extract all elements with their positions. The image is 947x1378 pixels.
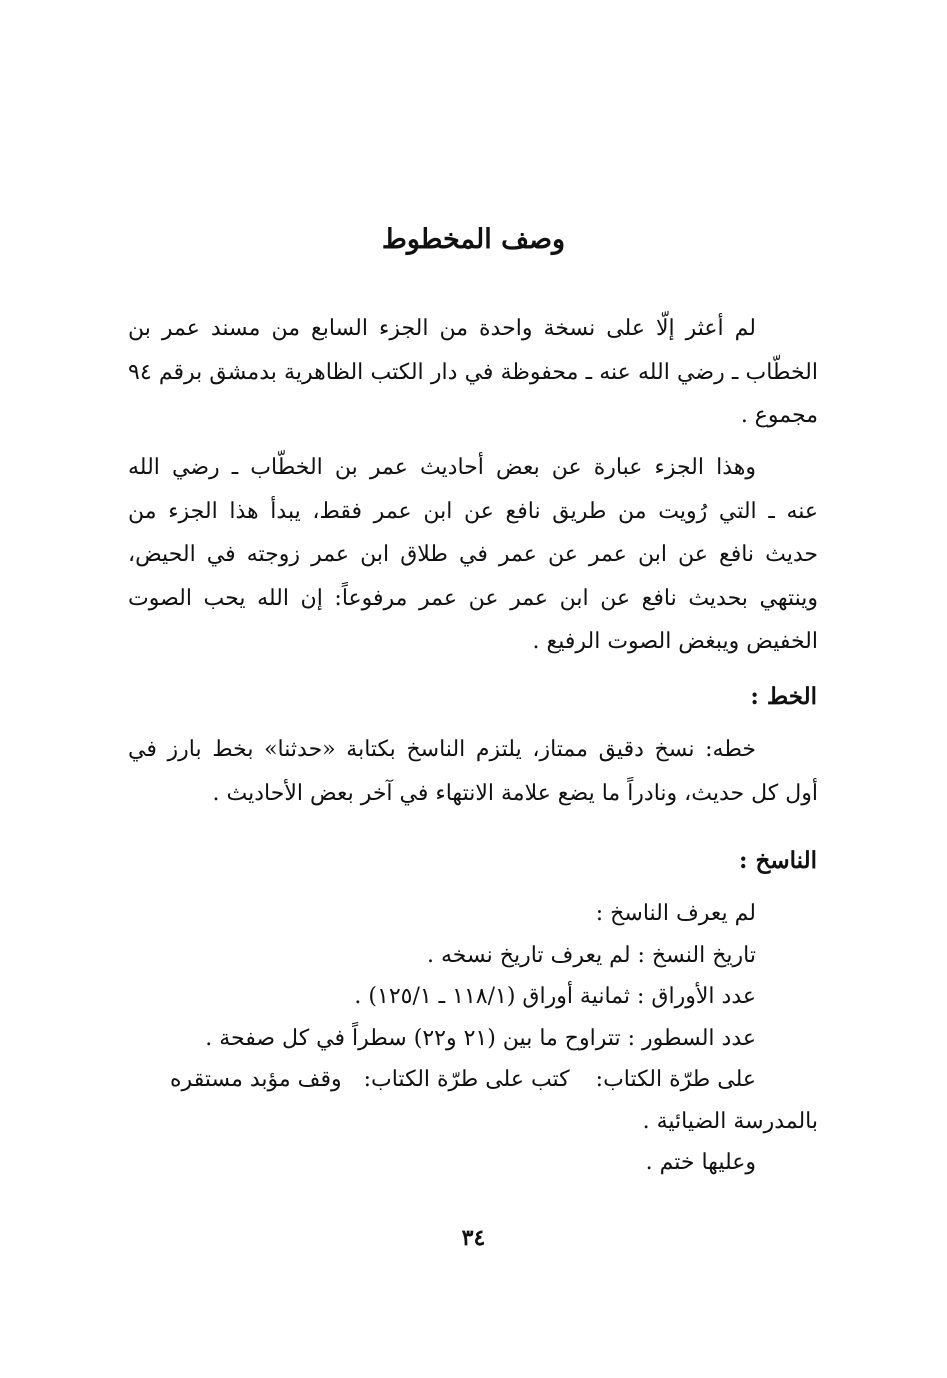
- script-line-2: أول كل حديث، ونادراً ما يضع علامة الانتهاء في آخر بعض الأحاديث .: [212, 780, 818, 806]
- intro-paragraph: [128, 307, 818, 438]
- seal-line: وعليها ختم .: [645, 1150, 756, 1175]
- copyist-line: لم يعرف الناسخ :: [595, 901, 756, 926]
- page-title: وصف المخطوط: [381, 224, 566, 255]
- intro-line-3: مجموع .: [740, 403, 818, 428]
- title-page-value-2: وقف مؤبد مستقره: [170, 1067, 342, 1092]
- content-line-3: حديث نافع عن ابن عمر عن عمر في طلاق ابن عمر زوجته في الحيض،: [128, 542, 818, 567]
- content-line-5: الخفيض ويبغض الصوت الرفيع .: [532, 629, 818, 654]
- content-paragraph: [128, 446, 818, 664]
- copy-date-value: لم يعرف تاريخ نسخه .: [427, 942, 631, 968]
- copyist-heading: الناسخ :: [739, 847, 817, 874]
- intro-line-1: لم أعثر إلّا على نسخة واحدة من الجزء السابع من مسند عمر بن: [128, 316, 756, 341]
- lines-count-label: عدد السطور :: [627, 1025, 756, 1051]
- script-paragraph: [128, 728, 818, 815]
- content-line-2: عنه ـ التي رُويت من طريق نافع عن ابن عمر فقط، يبدأ هذا الجزء من: [128, 498, 818, 524]
- title-page-row: [128, 1059, 818, 1101]
- content-line-1: وهذا الجزء عبارة عن بعض أحاديث عمر بن الخطّاب ـ رضي الله: [128, 455, 756, 480]
- page-number: ٣٤: [461, 1225, 486, 1251]
- copyist-details: [128, 893, 818, 1184]
- copy-date-row: [128, 935, 818, 977]
- script-line-1: خطه: نسخ دقيق ممتاز، يلتزم الناسخ بكتابة «حدثنا» بخط بارز في: [128, 737, 756, 762]
- copy-date-label: تاريخ النسخ :: [637, 942, 756, 968]
- lines-count-value: تتراوح ما بين (٢١ و٢٢) سطراً في كل صفحة .: [205, 1025, 621, 1051]
- script-heading: الخط :: [750, 683, 817, 710]
- folios-label: عدد الأوراق :: [637, 984, 756, 1009]
- title-page-continuation: بالمدرسة الضيائية .: [642, 1108, 818, 1134]
- title-page-label: على طرّة الكتاب:: [595, 1067, 756, 1092]
- folios-row: [128, 976, 818, 1018]
- intro-line-2: الخطّاب ـ رضي الله عنه ـ محفوظة في دار الكتب الظاهرية بدمشق برقم ٩٤: [128, 359, 818, 385]
- folios-value: ثمانية أوراق (١١٨/١ ـ ١٢٥/١) .: [354, 984, 631, 1009]
- lines-count-row: [128, 1018, 818, 1060]
- title-page-value-1: كتب على طرّة الكتاب:: [363, 1067, 570, 1092]
- content-line-4: وينتهي بحديث نافع عن ابن عمر عن عمر مرفوعاً: إن الله يحب الصوت: [128, 585, 818, 611]
